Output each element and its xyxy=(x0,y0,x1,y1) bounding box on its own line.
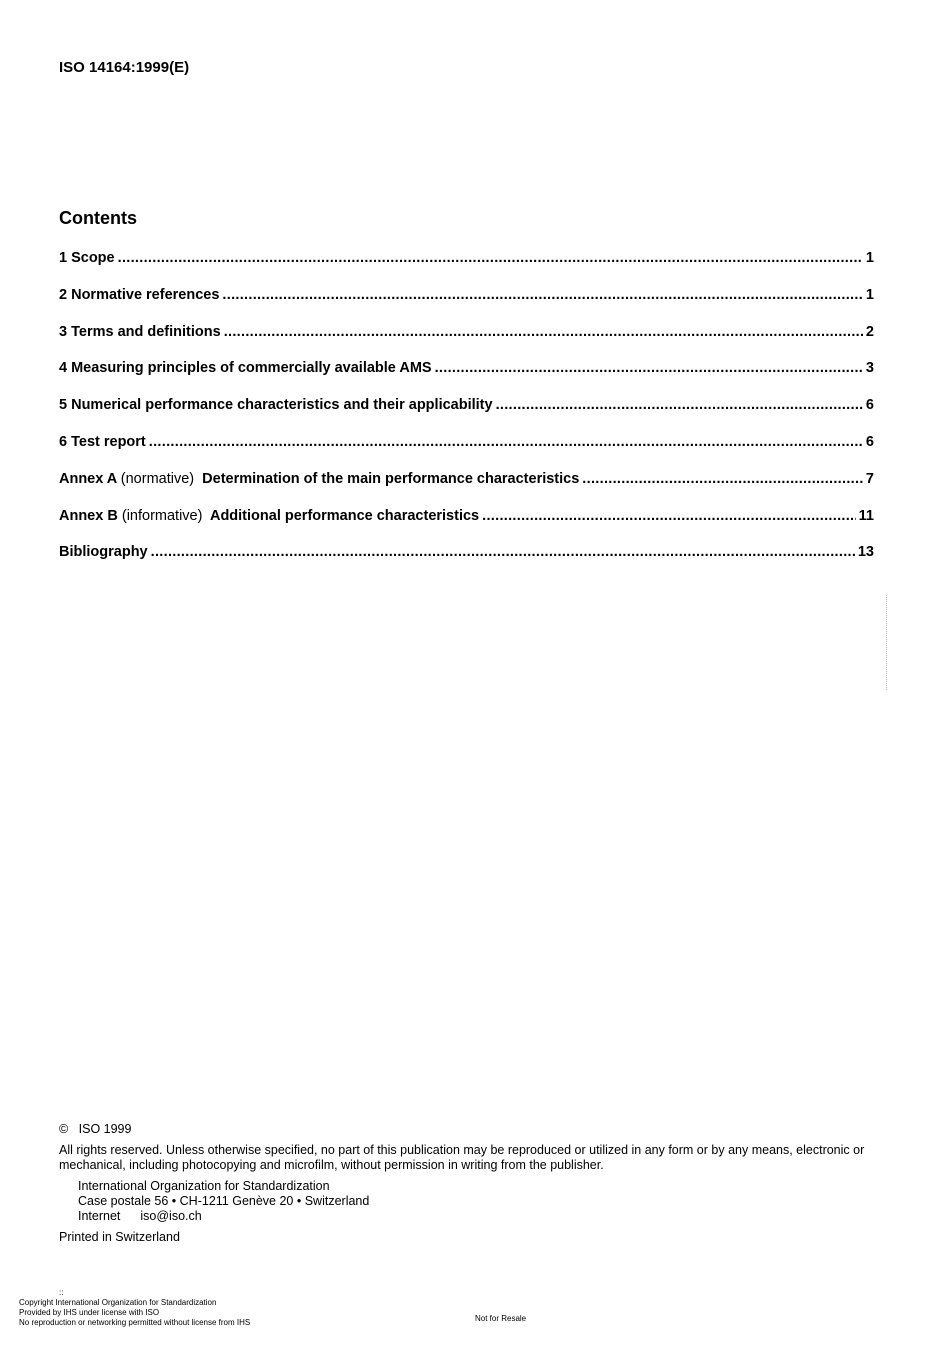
dot-leader xyxy=(435,360,863,376)
document-id: ISO 14164:1999(E) xyxy=(59,59,190,76)
annex-prefix: Annex B xyxy=(59,507,118,524)
annex-type: (informative) xyxy=(121,507,203,524)
toc-entry-page: 2 xyxy=(865,323,874,340)
footer-line: Provided by IHS under license with ISO xyxy=(19,1308,160,1317)
toc-entry-numerical-performance[interactable] xyxy=(59,397,874,434)
toc-entry-page: 6 xyxy=(865,433,874,450)
copyright-block xyxy=(59,1122,879,1245)
annex-title: Determination of the main performance characteristics xyxy=(202,470,580,487)
toc-entry-annex-b[interactable] xyxy=(59,508,874,545)
toc-entry-annex-a[interactable] xyxy=(59,471,874,508)
toc-entry-scope[interactable] xyxy=(59,250,874,287)
postal-address: Case postale 56 • CH-1211 Genève 20 • Switzerland xyxy=(78,1194,370,1208)
printed-in: Printed in Switzerland xyxy=(59,1230,180,1244)
toc-entry-page: 1 xyxy=(865,286,874,303)
margin-scan-mark xyxy=(886,595,893,690)
toc-entry-page: 3 xyxy=(865,360,874,377)
copyright-symbol: © xyxy=(59,1122,69,1136)
copyright-line xyxy=(59,1122,879,1137)
dot-leader xyxy=(149,434,863,450)
rights-statement: All rights reserved. Unless otherwise specified, no part of this publication may be reproduced or utilized in any form or by any means, electronic or mechanical, including photocopying and microfilm, without permission in writing from the publisher. xyxy=(59,1143,865,1172)
address-block xyxy=(78,1179,879,1224)
license-footer xyxy=(19,1288,250,1328)
toc-entry-label: 3 Terms and definitions xyxy=(59,323,221,340)
table-of-contents xyxy=(59,250,874,581)
internet-line xyxy=(78,1209,879,1224)
toc-entry-label: 1 Scope xyxy=(59,250,115,266)
dot-leader xyxy=(151,544,855,560)
footer-marker: :: xyxy=(59,1288,64,1297)
organization-name: International Organization for Standardization xyxy=(78,1179,330,1193)
toc-entry-normative-references[interactable] xyxy=(59,287,874,324)
toc-entry-label xyxy=(59,508,479,524)
annex-title: Additional performance characteristics xyxy=(209,507,480,524)
toc-entry-label: 6 Test report xyxy=(59,433,146,450)
dot-leader xyxy=(224,324,863,340)
dot-leader xyxy=(582,471,863,487)
not-for-resale: Not for Resale xyxy=(475,1314,527,1323)
toc-entry-bibliography[interactable] xyxy=(59,544,874,581)
toc-entry-page: 11 xyxy=(858,507,874,524)
dot-leader xyxy=(496,397,863,413)
toc-entry-page: 13 xyxy=(857,544,874,561)
toc-entry-test-report[interactable] xyxy=(59,434,874,471)
toc-entry-terms-and-definitions[interactable] xyxy=(59,324,874,361)
annex-type: (normative) xyxy=(120,470,195,487)
contents-title: Contents xyxy=(59,208,137,228)
toc-entry-measuring-principles[interactable] xyxy=(59,360,874,397)
copyright-year: ISO 1999 xyxy=(78,1122,132,1136)
toc-entry-page: 7 xyxy=(865,470,874,487)
toc-entry-page: 6 xyxy=(865,397,874,414)
toc-entry-label: Bibliography xyxy=(59,544,148,561)
toc-entry-label: 5 Numerical performance characteristics and their applicability xyxy=(59,397,493,414)
footer-line: No reproduction or networking permitted without license from IHS xyxy=(19,1318,251,1327)
dot-leader xyxy=(118,250,863,266)
footer-line: Copyright International Organization for Standardization xyxy=(19,1298,217,1307)
toc-entry-page: 1 xyxy=(865,250,874,266)
dot-leader xyxy=(222,287,863,303)
internet-label: Internet xyxy=(78,1209,121,1223)
email-link[interactable]: iso@iso.ch xyxy=(140,1209,202,1223)
annex-prefix: Annex A xyxy=(59,470,117,487)
toc-entry-label: 4 Measuring principles of commercially available AMS xyxy=(59,360,432,377)
toc-entry-label: 2 Normative references xyxy=(59,286,220,303)
dot-leader xyxy=(482,508,856,524)
toc-entry-label xyxy=(59,471,579,487)
